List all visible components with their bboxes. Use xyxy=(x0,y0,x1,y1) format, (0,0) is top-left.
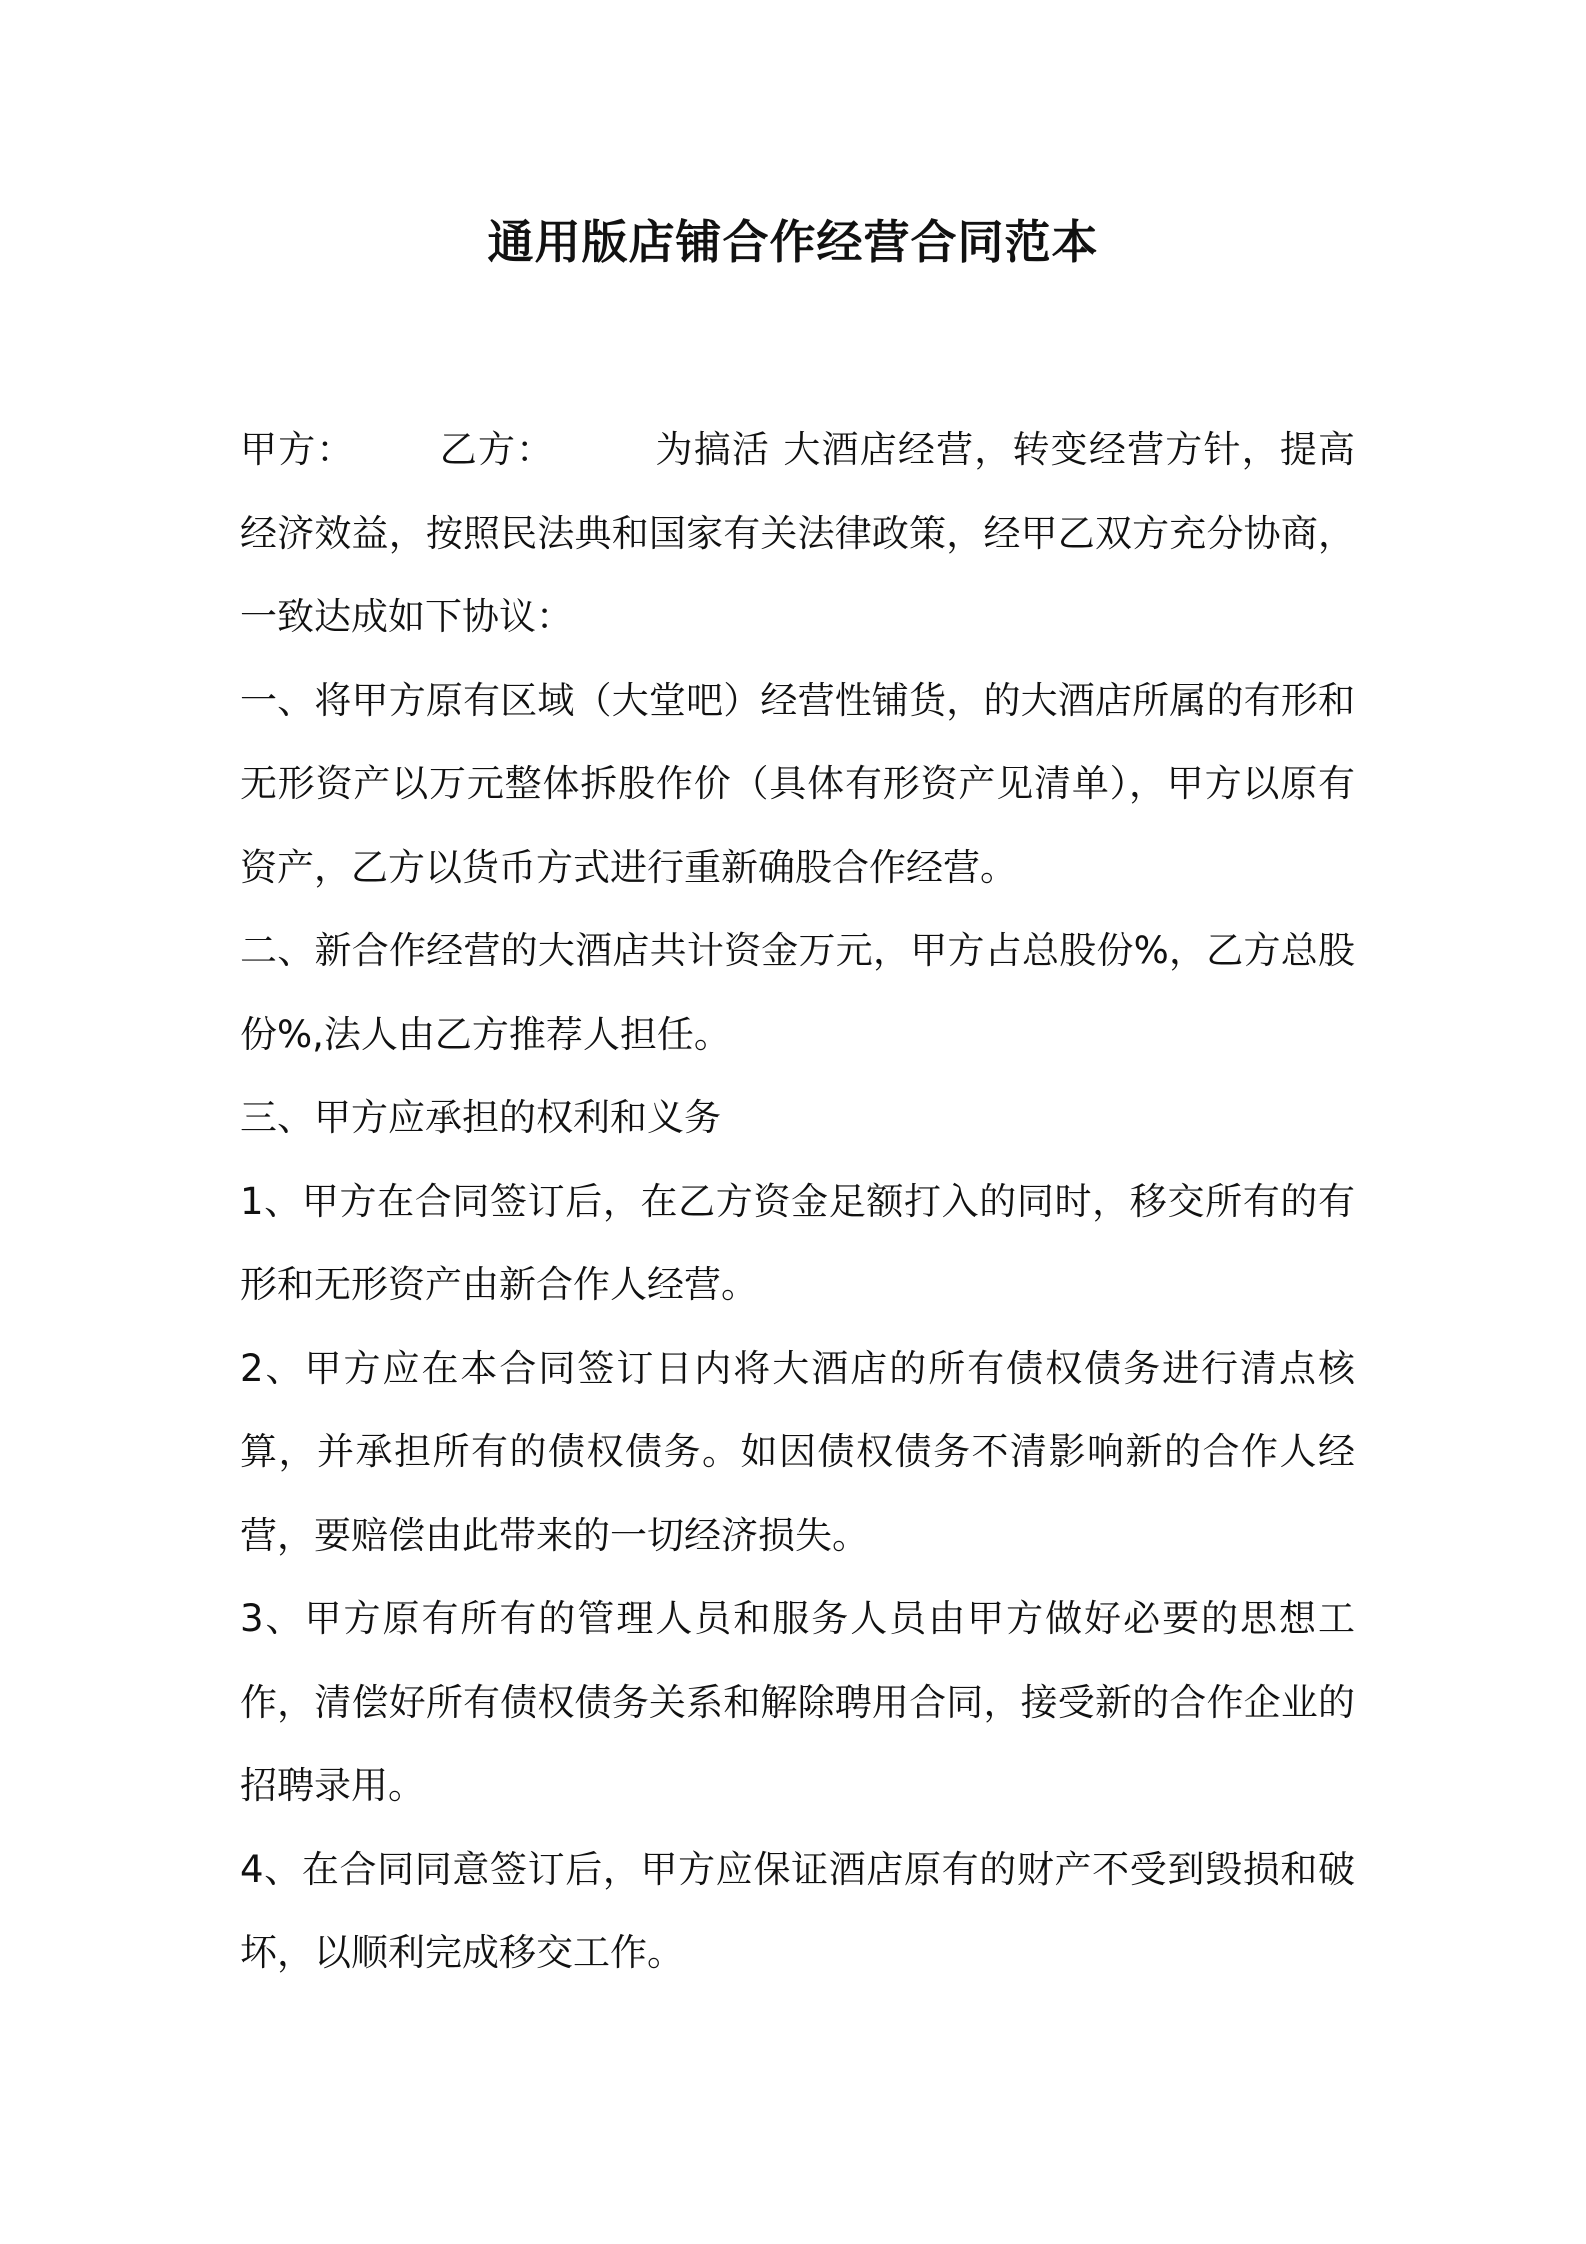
party-a-label: 甲方： xyxy=(240,428,355,471)
clause-3-item-3: 3、甲方原有所有的管理人员和服务人员由甲方做好必要的思想工作，清偿好所有债权债务关系和解除聘用合同，接受新的合作企业的招聘录用。 xyxy=(240,1597,1355,1807)
clause-3-item-4: 4、在合同同意签订后，甲方应保证酒店原有的财产不受到毁损和破坏，以顺利完成移交工作。 xyxy=(240,1847,1355,1974)
clause-3-heading: 三、甲方应承担的权利和义务 xyxy=(240,1096,721,1139)
intro-text-rest: 大酒店经营，转变经营方针，提高经济效益，按照民法典和国家有关法律政策，经甲乙双方充分协商，一致达成如下协议： xyxy=(240,428,1356,638)
intro-text-start: 为搞活 xyxy=(654,428,771,471)
clause-3-item-2: 2、甲方应在本合同签订日内将大酒店的所有债权债务进行清点核算，并承担所有的债权债务。如因债权债务不清影响新的合作人经营，要赔偿由此带来的一切经济损失。 xyxy=(240,1346,1355,1557)
clause-3-item-1: 1、甲方在合同签订后，在乙方资金足额打入的同时，移交所有的有形和无形资产由新合作人经营。 xyxy=(240,1179,1355,1306)
clause-2: 二、新合作经营的大酒店共计资金万元，甲方占总股份%，乙方总股份%,法人由乙方推荐人担任。 xyxy=(240,929,1355,1056)
party-b-label: 乙方： xyxy=(438,428,555,471)
document-title: 通用版店铺合作经营合同范本 xyxy=(487,215,1099,269)
intro-paragraph xyxy=(240,408,1355,659)
document-body xyxy=(240,408,1355,1995)
clause-1: 一、将甲方原有区域（大堂吧）经营性铺货，的大酒店所属的有形和无形资产以万元整体拆股作价（具体有形资产见清单），甲方以原有资产，乙方以货币方式进行重新确股合作经营。 xyxy=(240,678,1355,889)
